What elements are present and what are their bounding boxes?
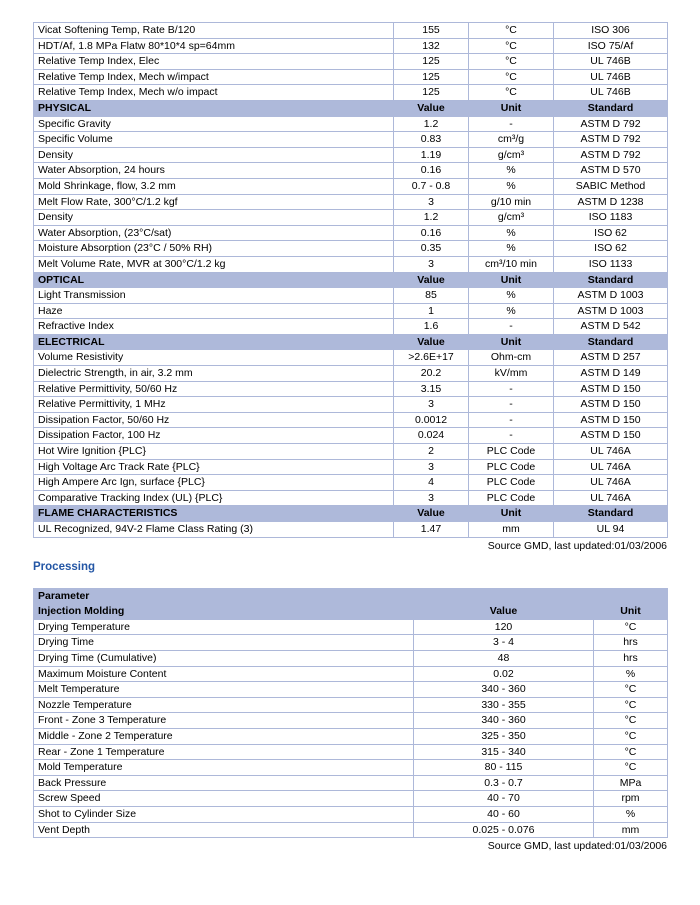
table-row — [34, 85, 668, 101]
value-cell: 3 — [394, 397, 469, 413]
standard-cell: UL 746B — [554, 69, 668, 85]
parameter-cell: Drying Temperature — [34, 619, 414, 635]
standard-cell: ASTM D 1238 — [554, 194, 668, 210]
property-cell: Relative Permittivity, 1 MHz — [34, 397, 394, 413]
value-cell: 315 - 340 — [414, 744, 594, 760]
standard-cell: SABIC Method — [554, 178, 668, 194]
value-cell: 0.83 — [394, 132, 469, 148]
value-cell: 3 — [394, 490, 469, 506]
parameter-cell: Drying Time (Cumulative) — [34, 650, 414, 666]
unit-cell: kV/mm — [469, 366, 554, 382]
parameter-cell: Melt Temperature — [34, 682, 414, 698]
unit-cell: % — [469, 303, 554, 319]
property-cell: Melt Volume Rate, MVR at 300°C/1.2 kg — [34, 256, 394, 272]
value-cell: 120 — [414, 619, 594, 635]
unit-cell: - — [469, 412, 554, 428]
value-cell: 0.025 - 0.076 — [414, 822, 594, 838]
unit-cell: rpm — [594, 791, 668, 807]
table-row — [34, 178, 668, 194]
unit-cell: g/10 min — [469, 194, 554, 210]
column-header: Unit — [594, 604, 668, 620]
table-row — [34, 682, 668, 698]
value-cell: 3 - 4 — [414, 635, 594, 651]
unit-cell: % — [469, 241, 554, 257]
value-cell: 0.02 — [414, 666, 594, 682]
value-cell: 0.7 - 0.8 — [394, 178, 469, 194]
table-row — [34, 713, 668, 729]
value-cell: 3 — [394, 459, 469, 475]
unit-cell: °C — [594, 697, 668, 713]
properties-table-body — [34, 23, 668, 538]
table-row — [34, 490, 668, 506]
value-cell: 0.0012 — [394, 412, 469, 428]
value-cell: 0.16 — [394, 163, 469, 179]
property-cell: Refractive Index — [34, 319, 394, 335]
value-cell: 1.6 — [394, 319, 469, 335]
table-row — [34, 116, 668, 132]
property-cell: High Voltage Arc Track Rate {PLC} — [34, 459, 394, 475]
standard-cell: ISO 306 — [554, 23, 668, 39]
table-row — [34, 666, 668, 682]
property-cell: Specific Volume — [34, 132, 394, 148]
unit-cell: hrs — [594, 635, 668, 651]
value-cell: 3 — [394, 194, 469, 210]
group-header: Parameter — [34, 588, 668, 604]
standard-cell: ASTM D 257 — [554, 350, 668, 366]
value-cell: 0.16 — [394, 225, 469, 241]
value-cell: 80 - 115 — [414, 760, 594, 776]
table-row — [34, 444, 668, 460]
property-cell: High Ampere Arc Ign, surface {PLC} — [34, 475, 394, 491]
table-row — [34, 822, 668, 838]
unit-cell: % — [594, 806, 668, 822]
value-cell: 0.024 — [394, 428, 469, 444]
parameter-cell: Drying Time — [34, 635, 414, 651]
property-cell: Dissipation Factor, 50/60 Hz — [34, 412, 394, 428]
unit-cell: % — [469, 178, 554, 194]
processing-table-body — [34, 588, 668, 838]
value-cell: 325 - 350 — [414, 728, 594, 744]
property-cell: Hot Wire Ignition {PLC} — [34, 444, 394, 460]
value-cell: 330 - 355 — [414, 697, 594, 713]
property-cell: Density — [34, 147, 394, 163]
value-cell: 0.35 — [394, 241, 469, 257]
value-cell: 1.47 — [394, 522, 469, 538]
property-cell: HDT/Af, 1.8 MPa Flatw 80*10*4 sp=64mm — [34, 38, 394, 54]
standard-cell: UL 746B — [554, 85, 668, 101]
section-header-row — [34, 272, 668, 288]
column-header: Value — [394, 100, 469, 116]
standard-cell: ISO 62 — [554, 241, 668, 257]
section-title: ELECTRICAL — [34, 334, 394, 350]
standard-cell: ASTM D 150 — [554, 397, 668, 413]
value-cell: 40 - 60 — [414, 806, 594, 822]
column-header: Unit — [469, 272, 554, 288]
value-cell: 40 - 70 — [414, 791, 594, 807]
table-row — [34, 806, 668, 822]
property-cell: Moisture Absorption (23°C / 50% RH) — [34, 241, 394, 257]
section-header-row — [34, 100, 668, 116]
properties-table — [33, 22, 668, 538]
column-header: Unit — [469, 506, 554, 522]
unit-cell: g/cm³ — [469, 210, 554, 226]
table-row — [34, 303, 668, 319]
standard-cell: ASTM D 1003 — [554, 288, 668, 304]
standard-cell: UL 746A — [554, 459, 668, 475]
value-cell: 1.19 — [394, 147, 469, 163]
column-header: Unit — [469, 334, 554, 350]
column-header: Value — [394, 506, 469, 522]
column-header: Standard — [554, 272, 668, 288]
unit-cell: °C — [469, 85, 554, 101]
unit-cell: hrs — [594, 650, 668, 666]
standard-cell: UL 746A — [554, 490, 668, 506]
unit-cell: °C — [594, 760, 668, 776]
parameter-cell: Middle - Zone 2 Temperature — [34, 728, 414, 744]
section-header-row — [34, 506, 668, 522]
column-header-row — [34, 604, 668, 620]
unit-cell: - — [469, 428, 554, 444]
property-cell: Volume Resistivity — [34, 350, 394, 366]
property-cell: Relative Temp Index, Mech w/o impact — [34, 85, 394, 101]
table-row — [34, 775, 668, 791]
unit-cell: PLC Code — [469, 475, 554, 491]
standard-cell: UL 746A — [554, 444, 668, 460]
unit-cell: PLC Code — [469, 444, 554, 460]
table-row — [34, 210, 668, 226]
section-title: OPTICAL — [34, 272, 394, 288]
table-row — [34, 428, 668, 444]
value-cell: 1 — [394, 303, 469, 319]
table-row — [34, 23, 668, 39]
standard-cell: ASTM D 1003 — [554, 303, 668, 319]
unit-cell: °C — [469, 54, 554, 70]
table-row — [34, 397, 668, 413]
table-row — [34, 760, 668, 776]
property-cell: Relative Temp Index, Mech w/impact — [34, 69, 394, 85]
unit-cell: - — [469, 116, 554, 132]
table-row — [34, 163, 668, 179]
table-row — [34, 619, 668, 635]
table-row — [34, 459, 668, 475]
table-row — [34, 697, 668, 713]
unit-cell: °C — [594, 744, 668, 760]
property-cell: Light Transmission — [34, 288, 394, 304]
table-row — [34, 132, 668, 148]
unit-cell: - — [469, 397, 554, 413]
value-cell: 155 — [394, 23, 469, 39]
unit-cell: - — [469, 319, 554, 335]
property-cell: Dielectric Strength, in air, 3.2 mm — [34, 366, 394, 382]
standard-cell: ASTM D 792 — [554, 132, 668, 148]
unit-cell: % — [469, 225, 554, 241]
table-row — [34, 366, 668, 382]
standard-cell: ASTM D 150 — [554, 412, 668, 428]
table-row — [34, 241, 668, 257]
table-row — [34, 381, 668, 397]
unit-cell: °C — [594, 619, 668, 635]
table-row — [34, 256, 668, 272]
unit-cell: cm³/g — [469, 132, 554, 148]
property-cell: Relative Temp Index, Elec — [34, 54, 394, 70]
parameter-cell: Mold Temperature — [34, 760, 414, 776]
unit-cell: °C — [594, 682, 668, 698]
column-header: Value — [414, 604, 594, 620]
unit-cell: MPa — [594, 775, 668, 791]
standard-cell: UL 94 — [554, 522, 668, 538]
table-row — [34, 412, 668, 428]
table-row — [34, 54, 668, 70]
value-cell: 4 — [394, 475, 469, 491]
property-cell: Specific Gravity — [34, 116, 394, 132]
value-cell: 3 — [394, 256, 469, 272]
standard-cell: UL 746A — [554, 475, 668, 491]
table-row — [34, 225, 668, 241]
property-cell: Haze — [34, 303, 394, 319]
value-cell: 125 — [394, 85, 469, 101]
table-row — [34, 69, 668, 85]
value-cell: 1.2 — [394, 116, 469, 132]
unit-cell: Ohm-cm — [469, 350, 554, 366]
value-cell: 2 — [394, 444, 469, 460]
parameter-cell: Screw Speed — [34, 791, 414, 807]
value-cell: 0.3 - 0.7 — [414, 775, 594, 791]
value-cell: 85 — [394, 288, 469, 304]
standard-cell: ASTM D 149 — [554, 366, 668, 382]
table-row — [34, 147, 668, 163]
unit-cell: % — [469, 288, 554, 304]
standard-cell: ISO 62 — [554, 225, 668, 241]
column-header: Standard — [554, 506, 668, 522]
unit-cell: cm³/10 min — [469, 256, 554, 272]
property-cell: Vicat Softening Temp, Rate B/120 — [34, 23, 394, 39]
property-cell: UL Recognized, 94V-2 Flame Class Rating (3) — [34, 522, 394, 538]
standard-cell: ASTM D 150 — [554, 381, 668, 397]
unit-cell: °C — [594, 728, 668, 744]
table-row — [34, 744, 668, 760]
value-cell: 125 — [394, 69, 469, 85]
table-row — [34, 522, 668, 538]
property-cell: Dissipation Factor, 100 Hz — [34, 428, 394, 444]
standard-cell: UL 746B — [554, 54, 668, 70]
table-row — [34, 38, 668, 54]
table-row — [34, 350, 668, 366]
value-cell: 20.2 — [394, 366, 469, 382]
parameter-cell: Shot to Cylinder Size — [34, 806, 414, 822]
table-row — [34, 650, 668, 666]
column-header: Standard — [554, 100, 668, 116]
parameter-cell: Maximum Moisture Content — [34, 666, 414, 682]
property-cell: Water Absorption, 24 hours — [34, 163, 394, 179]
column-header: Value — [394, 334, 469, 350]
standard-cell: ISO 1183 — [554, 210, 668, 226]
column-header: Standard — [554, 334, 668, 350]
unit-cell: mm — [594, 822, 668, 838]
property-cell: Comparative Tracking Index (UL) {PLC} — [34, 490, 394, 506]
group-header-row — [34, 588, 668, 604]
value-cell: 125 — [394, 54, 469, 70]
table-row — [34, 319, 668, 335]
column-header: Unit — [469, 100, 554, 116]
processing-source-note: Source GMD, last updated:01/03/2006 — [487, 840, 667, 853]
processing-heading: Processing — [33, 560, 95, 573]
unit-cell: PLC Code — [469, 490, 554, 506]
parameter-cell: Vent Depth — [34, 822, 414, 838]
property-cell: Water Absorption, (23°C/sat) — [34, 225, 394, 241]
value-cell: >2.6E+17 — [394, 350, 469, 366]
parameter-cell: Back Pressure — [34, 775, 414, 791]
section-title: PHYSICAL — [34, 100, 394, 116]
parameter-cell: Rear - Zone 1 Temperature — [34, 744, 414, 760]
unit-cell: °C — [594, 713, 668, 729]
section-header-row — [34, 334, 668, 350]
value-cell: 1.2 — [394, 210, 469, 226]
value-cell: 3.15 — [394, 381, 469, 397]
unit-cell: % — [594, 666, 668, 682]
unit-cell: PLC Code — [469, 459, 554, 475]
table-row — [34, 635, 668, 651]
table-row — [34, 791, 668, 807]
property-cell: Density — [34, 210, 394, 226]
unit-cell: °C — [469, 69, 554, 85]
unit-cell: - — [469, 381, 554, 397]
column-header: Value — [394, 272, 469, 288]
value-cell: 48 — [414, 650, 594, 666]
value-cell: 340 - 360 — [414, 682, 594, 698]
value-cell: 340 - 360 — [414, 713, 594, 729]
properties-source-note: Source GMD, last updated:01/03/2006 — [487, 539, 667, 552]
unit-cell: °C — [469, 38, 554, 54]
standard-cell: ISO 75/Af — [554, 38, 668, 54]
unit-cell: g/cm³ — [469, 147, 554, 163]
section-title: FLAME CHARACTERISTICS — [34, 506, 394, 522]
unit-cell: °C — [469, 23, 554, 39]
standard-cell: ASTM D 570 — [554, 163, 668, 179]
parameter-cell: Nozzle Temperature — [34, 697, 414, 713]
section-title: Injection Molding — [34, 604, 414, 620]
unit-cell: % — [469, 163, 554, 179]
table-row — [34, 288, 668, 304]
standard-cell: ASTM D 150 — [554, 428, 668, 444]
standard-cell: ASTM D 792 — [554, 147, 668, 163]
standard-cell: ASTM D 542 — [554, 319, 668, 335]
value-cell: 132 — [394, 38, 469, 54]
unit-cell: mm — [469, 522, 554, 538]
property-cell: Relative Permittivity, 50/60 Hz — [34, 381, 394, 397]
processing-table — [33, 588, 668, 839]
table-row — [34, 728, 668, 744]
parameter-cell: Front - Zone 3 Temperature — [34, 713, 414, 729]
table-row — [34, 194, 668, 210]
standard-cell: ASTM D 792 — [554, 116, 668, 132]
table-row — [34, 475, 668, 491]
property-cell: Melt Flow Rate, 300°C/1.2 kgf — [34, 194, 394, 210]
standard-cell: ISO 1133 — [554, 256, 668, 272]
property-cell: Mold Shrinkage, flow, 3.2 mm — [34, 178, 394, 194]
